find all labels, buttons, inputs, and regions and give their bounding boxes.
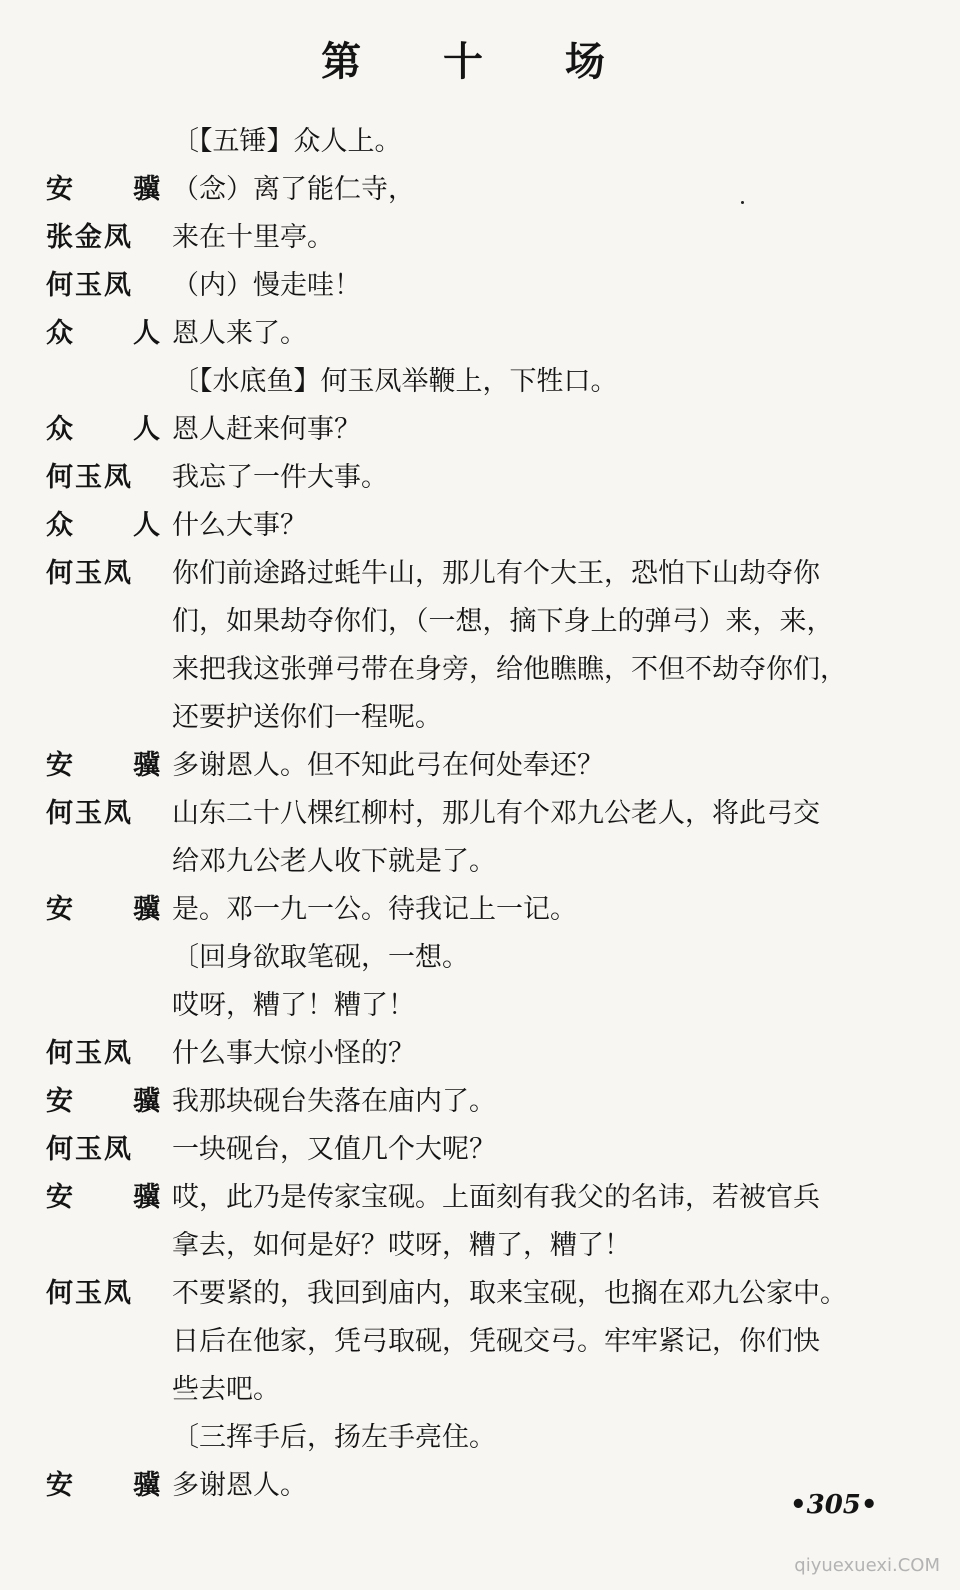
- continuation-line: [40, 694, 930, 742]
- speech-text: 给邓九公老人收下就是了。: [172, 846, 496, 877]
- speaker-name: 安 骥: [46, 750, 160, 781]
- speaker-name: 何玉凤: [46, 1038, 133, 1069]
- page-number: •305•: [790, 1490, 878, 1520]
- speech-text: 来把我这张弹弓带在身旁，给他瞧瞧，不但不劫夺你们，: [172, 654, 847, 685]
- continuation-line: [40, 982, 930, 1030]
- stage-direction-text: 〔【水底鱼】何玉凤举鞭上，下牲口。: [172, 366, 618, 397]
- speech-text: 什么大事？: [172, 510, 307, 541]
- speech-text: 们，如果劫夺你们，（一想，摘下身上的弹弓）来，来，: [172, 606, 834, 637]
- continuation-line: [40, 646, 930, 694]
- speaker-name: 何玉凤: [46, 462, 133, 493]
- speaker-name: 何玉凤: [46, 270, 133, 301]
- speech-text: 多谢恩人。: [172, 1470, 307, 1501]
- continuation-line: [40, 1222, 930, 1270]
- stage-direction: [40, 934, 930, 982]
- continuation-line: [40, 1318, 930, 1366]
- dialogue-line: [40, 166, 930, 214]
- speaker-name: 安 骥: [46, 1086, 160, 1117]
- speech-text: （内）慢走哇！: [172, 270, 361, 301]
- dialogue-line: [40, 214, 930, 262]
- speech-text: 日后在他家，凭弓取砚，凭砚交弓。牢牢紧记，你们快: [172, 1326, 820, 1357]
- speech-text: 些去吧。: [172, 1374, 280, 1405]
- speech-text: 拿去，如何是好？哎呀，糟了，糟了！: [172, 1230, 631, 1261]
- stage-direction-text: 〔【五锤】众人上。: [172, 126, 402, 157]
- dialogue-line: [40, 790, 930, 838]
- dialogue-line: [40, 1174, 930, 1222]
- speaker-name: 安 骥: [46, 894, 160, 925]
- stage-direction-text: 〔回身欲取笔砚，一想。: [172, 942, 469, 973]
- dialogue-line: [40, 406, 930, 454]
- speaker-name: 安 骥: [46, 174, 160, 205]
- speaker-name: 何玉凤: [46, 798, 133, 829]
- speaker-name: 何玉凤: [46, 1134, 133, 1165]
- speech-text: 哎呀，糟了！糟了！: [172, 990, 415, 1021]
- dialogue-line: [40, 502, 930, 550]
- speech-text: 恩人赶来何事？: [172, 414, 361, 445]
- speech-text: 我那块砚台失落在庙内了。: [172, 1086, 496, 1117]
- speech-text: 山东二十八棵红柳村，那儿有个邓九公老人，将此弓交: [172, 798, 820, 829]
- dialogue-line: [40, 1078, 930, 1126]
- speech-text: （念）离了能仁寺，: [172, 174, 415, 205]
- speech-text: 我忘了一件大事。: [172, 462, 388, 493]
- dialogue-line: [40, 1126, 930, 1174]
- dialogue-line: [40, 1030, 930, 1078]
- stage-direction-text: 〔三挥手后，扬左手亮住。: [172, 1422, 496, 1453]
- speech-text: 是。邓一九一公。待我记上一记。: [172, 894, 577, 925]
- speech-text: 恩人来了。: [172, 318, 307, 349]
- speech-text: 哎，此乃是传家宝砚。上面刻有我父的名讳，若被官兵: [172, 1182, 820, 1213]
- continuation-line: [40, 1366, 930, 1414]
- dialogue-line: [40, 742, 930, 790]
- continuation-line: [40, 598, 930, 646]
- speech-text: 还要护送你们一程呢。: [172, 702, 442, 733]
- speaker-name: 众 人: [46, 510, 160, 541]
- speaker-name: 安 骥: [46, 1470, 160, 1501]
- stage-direction: [40, 1414, 930, 1462]
- dialogue-line: [40, 262, 930, 310]
- speech-text: 什么事大惊小怪的？: [172, 1038, 415, 1069]
- dialogue-line: [40, 1270, 930, 1318]
- watermark: qiyuexuexi.COM: [794, 1555, 940, 1576]
- speaker-name: 何玉凤: [46, 558, 133, 589]
- speech-text: 不要紧的，我回到庙内，取来宝砚，也搁在邓九公家中。: [172, 1278, 847, 1309]
- dialogue-line: [40, 886, 930, 934]
- stage-direction: [40, 118, 930, 166]
- speaker-name: 何玉凤: [46, 1278, 133, 1309]
- speaker-name: 安 骥: [46, 1182, 160, 1213]
- speech-text: 你们前途路过蚝牛山，那儿有个大王，恐怕下山劫夺你: [172, 558, 820, 589]
- speaker-name: 众 人: [46, 414, 160, 445]
- speaker-name: 众 人: [46, 318, 160, 349]
- speaker-name: 张金凤: [46, 222, 133, 253]
- continuation-line: [40, 838, 930, 886]
- script-body: [40, 118, 930, 1510]
- speech-text: 一块砚台，又值几个大呢？: [172, 1134, 496, 1165]
- scene-title: 第 十 场: [321, 38, 639, 85]
- speech-text: 来在十里亭。: [172, 222, 334, 253]
- dialogue-line: [40, 454, 930, 502]
- speech-text: 多谢恩人。但不知此弓在何处奉还？: [172, 750, 604, 781]
- dialogue-line: [40, 310, 930, 358]
- stage-direction: [40, 358, 930, 406]
- dialogue-line: [40, 550, 930, 598]
